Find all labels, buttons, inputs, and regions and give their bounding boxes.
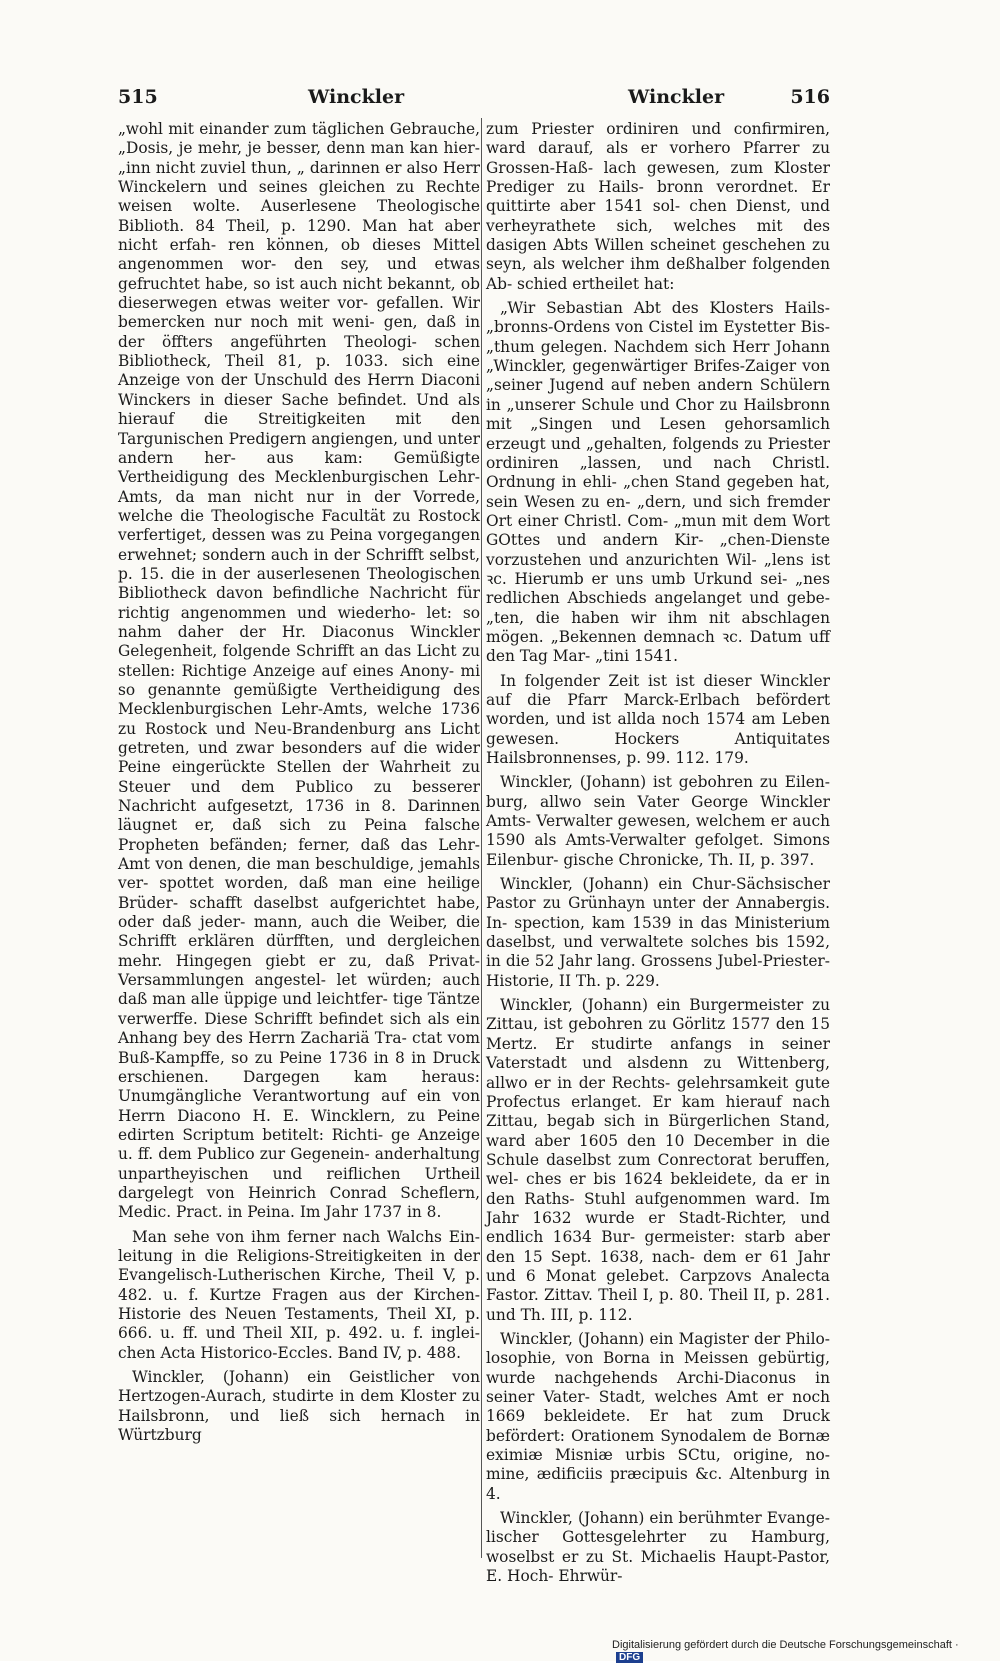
- paragraph: Winckler, (Johann) ist gebohren zu Eilen- burg, allwo sein Vater George Winckler Amts- Verwalter gewesen, welchem er auch 1590 als Amts-Verwalter gefolget. Simons Eilenbur- gische Chronicke, Th. II, p. 397.: [486, 773, 830, 869]
- running-headword-left: Winckler: [308, 86, 405, 108]
- running-headword-right: Winckler: [628, 86, 725, 108]
- paragraph: In folgender Zeit ist ist dieser Winckler auf die Pfarr Marck-Erlbach befördert worden, und ist allda noch 1574 am Leben gewesen. Hockers Antiquitates Hailsbronnenses, p. 99. 112. 179.: [486, 671, 830, 767]
- right-column: [486, 120, 830, 1586]
- page-header: [118, 86, 830, 116]
- paragraph: Winckler, (Johann) ein Geistlicher von Hertzogen-Aurach, studirte in dem Kloster zu Hailsbronn, und ließ sich hernach in Würtzburg: [118, 1368, 480, 1445]
- page-number-left: 515: [118, 86, 158, 108]
- page-number-right: 516: [790, 86, 830, 108]
- dfg-logo: DFG: [616, 1652, 643, 1663]
- paragraph: Winckler, (Johann) ein Burgermeister zu Zittau, ist gebohren zu Görlitz 1577 den 15 Mertz. Er studirte anfangs in seiner Vaterstadt und alsdenn zu Wittenberg, allwo er in der Rechts- gelehrsamkeit gute Profectus erlanget. Er kam hierauf nach Zittau, begab sich in Bürgerlichen Stand, ward aber 1605 den 10 December in die Schule daselbst zum Conrectorat beruffen, wel- ches er bis 1624 bekleidete, da er in den Raths- Stuhl aufgenommen ward. Im Jahr 1632 wurde er Stadt-Richter, und endlich 1634 Bur- germeister: starb aber den 15 Sept. 1638, nach- dem er 61 Jahr und 6 Monat gelebet. Carpzovs Analecta Fastor. Zittav. Theil I, p. 80. Theil II, p. 281. und Th. III, p. 112.: [486, 996, 830, 1324]
- paragraph: „Wir Sebastian Abt des Klosters Hails- „bronns-Ordens von Cistel im Eystetter Bis- „thum gelegen. Nachdem sich Herr Johann „Winckler, gegenwärtiger Brifes-Zaiger von „seiner Jugend auf neben andern Schülern in „unserer Schule und Chor zu Hailsbronn mit „Singen und Lesen gehorsamlich erzeugt und „gehalten, folgends zu Priester ordiniren „lassen, und nach Christl. Ordnung in ehli- „chen Stand gegeben hat, sein Wesen zu en- „dern, und sich fremder Ort einer Christl. Com- „mun mit dem Wort GOttes und andern Kir- „chen-Dienste vorzustehen und anzurichten Wil- „lens ist ꝛc. Hierumb er uns umb Urkund sei- „nes redlichen Abschieds angelanget und gebe- „ten, die haben wir ihm nit abschlagen mögen. „Bekennen demnach ꝛc. Datum uff den Tag Mar- „tini 1541.: [486, 299, 830, 666]
- paragraph: Man sehe von ihm ferner nach Walchs Ein- leitung in die Religions-Streitigkeiten in der Evangelisch-Lutherischen Kirche, Theil V, p. 482. u. f. Kurtze Fragen aus der Kirchen- Historie des Neuen Testaments, Theil XI, p. 666. u. ff. und Theil XII, p. 492. u. f. inglei- chen Acta Historico-Eccles. Band IV, p. 488.: [118, 1227, 480, 1362]
- footer-text: Digitalisierung gefördert durch die Deutsche Forschungsgemeinschaft ·: [612, 1639, 959, 1651]
- paragraph: „wohl mit einander zum täglichen Gebrauche, „Dosis, je mehr, je besser, denn man kan hier- „inn nicht zuviel thun, „ darinnen er also Herr Winckelern und seines gleichen zu Rechte weisen wolte. Auserlesene Theologische Biblioth. 84 Theil, p. 1290. Man hat aber nicht erfah- ren können, ob dieses Mittel angenommen wor- den sey, und etwas gefruchtet habe, so ist auch nicht bekannt, ob dieserwegen etwas weiter vor- gefallen. Wir bemercken nur noch mit weni- gen, daß in der öffters angeführten Theologi- schen Bibliotheck, Theil 81, p. 1033. sich eine Anzeige von der Unschuld des Herrn Diaconi Winckers in dieser Sache befindet. Und als hierauf die Streitigkeiten mit den Targunischen Predigern angiengen, und unter andern her- aus kam: Gemüßigte Vertheidigung des Mecklenburgischen Lehr-Amts, da man nicht nur in der Vorrede, welche die Theologische Facultät zu Rostock verfertiget, dessen was zu Peina vorgegangen erwehnet; sondern auch in der Schrifft selbst, p. 15. die in der auserlesenen Theologischen Bibliotheck davon befindliche Nachricht für richtig angenommen und wiederho- let: so nahm daher der Hr. Diaconus Winckler Gelegenheit, folgende Schrifft an das Licht zu stellen: Richtige Anzeige auf eines Anony- mi so genannte gemüßigte Vertheidigung des Mecklenburgischen Lehr-Amts, welche 1736 zu Rostock und Neu-Brandenburg ans Licht getreten, und zwar besonders auf die wider Peine eingerückte Stellen der Wahrheit zu Steuer und dem Publico zu besserer Nachricht aufgesetzt, 1736 in 8. Darinnen läugnet er, daß sich zu Peina falsche Propheten befänden; ferner, daß das Lehr-Amt von denen, die man beschuldige, jemahls ver- spottet worden, daß man eine heilige Brüder- schafft daselbst aufgerichtet habe, oder daß jeder- mann, auch die Weiber, die Schrifft erklären dürfften, und dergleichen mehr. Hingegen giebt er zu, daß Privat-Versammlungen angestel- let würden; auch daß man alle üppige und leichtfer- tige Täntze verwerffe. Diese Schrifft befindet sich als ein Anhang bey des Herrn Zachariä Tra- ctat vom Buß-Kampffe, so zu Peine 1736 in 8 in Druck erschienen. Dargegen kam heraus: Unumgängliche Verantwortung auf ein von Herrn Diacono H. E. Wincklern, zu Peine edirten Scriptum betitelt: Richti- ge Anzeige u. ff. dem Publico zur Gegenein- anderhaltung unpartheyischen und reiflichen Urtheil dargelegt von Heinrich Conrad Scheflern, Medic. Pract. in Peina. Im Jahr 1737 in 8.: [118, 120, 480, 1222]
- digitization-footer: [612, 1639, 992, 1663]
- paragraph: Winckler, (Johann) ein Magister der Philo- losophie, von Borna in Meissen gebürtig, wurde nachgehends Archi-Diaconus in seiner Vater- Stadt, welches Amt er noch 1669 bekleidete. Er hat zum Druck befördert: Orationem Synodalem de Bornæ eximiæ Misniæ urbis SCtu, origine, no- mine, ædificiis præcipuis &c. Altenburg in 4.: [486, 1329, 830, 1503]
- paragraph: Winckler, (Johann) ein berühmter Evange- lischer Gottesgelehrter zu Hamburg, woselbst er zu St. Michaelis Haupt-Pastor, E. Hoch- Ehrwür-: [486, 1509, 830, 1586]
- paragraph: zum Priester ordiniren und confirmiren, ward darauf, als er vorhero Pfarrer zu Grossen-Haß- lach gewesen, zum Kloster Prediger zu Hails- bronn verordnet. Er quittirte aber 1541 sol- chen Dienst, und verheyrathete sich, welches mit des dasigen Abts Willen scheinet geschehen zu seyn, als welcher ihm deßhalber folgenden Ab- schied ertheilet hat:: [486, 120, 830, 293]
- column-divider: [481, 118, 482, 1558]
- left-column: [118, 120, 480, 1570]
- paragraph: Winckler, (Johann) ein Chur-Sächsischer Pastor zu Grünhayn unter der Annabergis. In- spection, kam 1539 in das Ministerium daselbst, und verwaltete solches bis 1592, in die 52 Jahr lang. Grossens Jubel-Priester-Historie, II Th. p. 229.: [486, 875, 830, 990]
